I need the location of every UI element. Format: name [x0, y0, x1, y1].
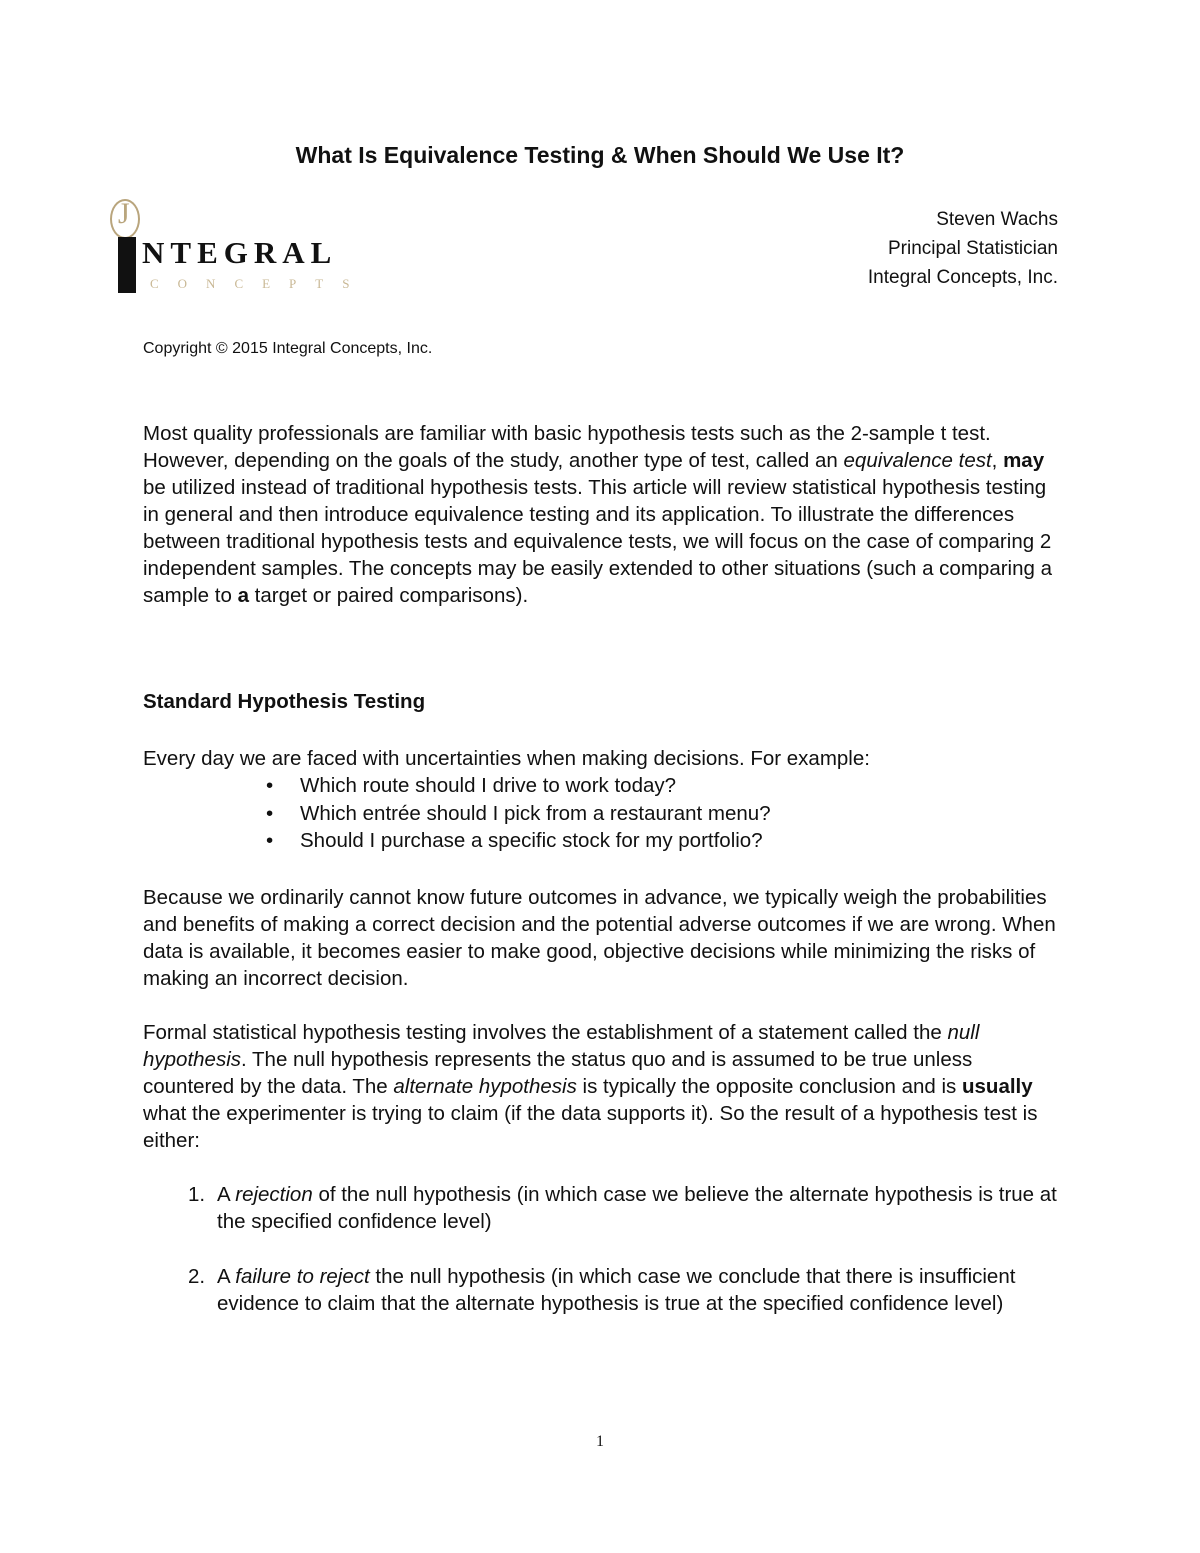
author-company: Integral Concepts, Inc. [867, 267, 1058, 288]
page-number: 1 [596, 1433, 604, 1450]
result-item-rejection [188, 1181, 1068, 1235]
list-item: • Which route should I drive to work today? [262, 772, 771, 800]
uncertainty-intro: Every day we are faced with uncertainties when making decisions. For example: [143, 747, 870, 770]
logo-subword: CONCEPTS [150, 276, 369, 291]
author-name: Steven Wachs [936, 209, 1058, 230]
document-title: What Is Equivalence Testing & When Should We Use It? [295, 142, 905, 168]
formal-emphasis: null hypothesis [143, 1021, 980, 1071]
list-item: • Should I purchase a specific stock for my portfolio? [262, 827, 771, 855]
item-emphasis: failure to reject [235, 1265, 370, 1288]
result-item-failure [188, 1263, 1068, 1317]
intro-bold: may [1003, 449, 1045, 472]
intro-paragraph [143, 420, 1061, 609]
formal-text: . The null hypothesis represents the status quo and is assumed to be true unless countered by the data. The [143, 1048, 973, 1098]
item-text [217, 1263, 1068, 1317]
logo-monogram: J [118, 197, 130, 230]
integral-concepts-logo [110, 195, 369, 300]
intro-bold: a [237, 584, 249, 607]
author-role: Principal Statistician [887, 238, 1058, 259]
section-heading: Standard Hypothesis Testing [143, 690, 426, 713]
item-body: of the null hypothesis (in which case we believe the alternate hypothesis is true at the specified confidence level) [217, 1183, 1057, 1233]
item-body: the null hypothesis (in which case we conclude that there is insufficient evidence to claim that the alternate hypothesis is true at the specified confidence level) [217, 1265, 1016, 1315]
list-item: • Which entrée should I pick from a restaurant menu? [262, 800, 771, 828]
logo-i-bar [118, 237, 136, 293]
formal-emphasis: alternate hypothesis [393, 1075, 577, 1098]
author-block [868, 205, 1058, 292]
formal-text: is typically the opposite conclusion and is [576, 1075, 962, 1098]
item-emphasis: rejection [235, 1183, 313, 1206]
formal-text: Formal statistical hypothesis testing involves the establishment of a statement called the [143, 1021, 948, 1044]
intro-text: , [991, 449, 1004, 472]
intro-text: Most quality professionals are familiar with basic hypothesis tests such as the 2-sample t test. However, depending on the goals of the study, another type of test, called an [143, 422, 991, 472]
intro-text: target or paired comparisons). [248, 584, 529, 607]
item-number: 2. [188, 1265, 206, 1288]
item-number: 1. [188, 1183, 206, 1206]
intro-text: be utilized instead of traditional hypothesis tests. This article will review statistical hypothesis testing in general and then introduce equivalence testing and its application. To illustrate the differences between traditional hypothesis tests and equivalence tests, we will focus on the case of comparing 2 independent samples. The concepts may be easily extended to other situations (such a comparing a sample to [143, 476, 1052, 607]
formal-testing-paragraph [143, 1019, 1061, 1154]
copyright-notice: Copyright © 2015 Integral Concepts, Inc. [143, 340, 433, 357]
formal-bold: usually [962, 1075, 1033, 1098]
logo-wordmark: NTEGRAL [142, 235, 338, 270]
example-list [262, 772, 771, 855]
outcomes-paragraph: Because we ordinarily cannot know future outcomes in advance, we typically weigh the probabilities and benefits of making a correct decision and the potential adverse outcomes if we are wrong. When data is available, it becomes easier to make good, objective decisions while minimizing the risks of making an incorrect decision. [143, 886, 1056, 990]
item-text [217, 1181, 1068, 1235]
intro-emphasis: equivalence test [843, 449, 992, 472]
item-prefix: A [217, 1183, 236, 1206]
formal-text: what the experimenter is trying to claim (if the data supports it). So the result of a hypothesis test is either: [143, 1102, 1038, 1152]
item-prefix: A [217, 1265, 236, 1288]
